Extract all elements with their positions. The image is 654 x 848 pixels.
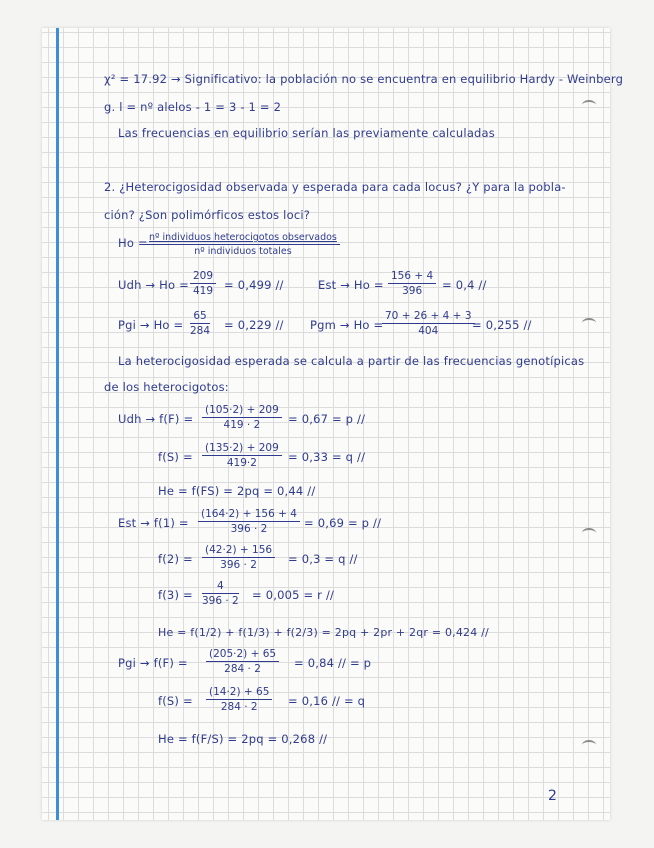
- est-ho-numerator: 156 + 4: [388, 270, 436, 284]
- pgi-fS-numerator: (14·2) + 65: [206, 686, 272, 700]
- pgi-ho-denominator: 284: [190, 325, 211, 337]
- degrees-freedom-line: g. l = nº alelos - 1 = 3 - 1 = 2: [104, 100, 282, 114]
- est-f2-numerator: (42·2) + 156: [202, 544, 275, 558]
- question-2-line-1: 2. ¿Heterocigosidad observada y esperada para cada locus? ¿Y para la pobla-: [104, 180, 566, 194]
- est-f2-result: = 0,3 = q //: [288, 552, 358, 566]
- he-explanation-line-1: La heterocigosidad esperada se calcula a partir de las frecuencias genotípicas: [118, 354, 585, 368]
- binder-hole-mark: [582, 740, 596, 750]
- est-f3-fraction: [202, 580, 239, 607]
- question-2-line-2: ción? ¿Son polimórficos estos loci?: [104, 208, 311, 222]
- pgm-ho-label: Pgm → Ho =: [310, 318, 384, 332]
- udh-ho-result: = 0,499 //: [224, 278, 284, 292]
- est-f1-result: = 0,69 = p //: [304, 516, 382, 530]
- pgi-fS-fraction: [206, 686, 272, 713]
- pgi-ho-numerator: 65: [190, 310, 210, 324]
- binder-hole-mark: [582, 318, 596, 328]
- ho-definition-denominator: nº individuos totales: [194, 246, 292, 257]
- pgi-fS-result: = 0,16 // = q: [288, 694, 366, 708]
- est-f3-result: = 0,005 = r //: [252, 588, 335, 602]
- est-f1-denominator: 396 · 2: [230, 523, 268, 535]
- est-f3-label: f(3) =: [158, 588, 193, 602]
- pgi-fS-label: f(S) =: [158, 694, 193, 708]
- udh-fF-fraction: [202, 404, 282, 431]
- pgi-fF-numerator: (205·2) + 65: [206, 648, 279, 662]
- udh-ho-fraction: [190, 270, 216, 297]
- pgm-ho-fraction: [382, 310, 475, 337]
- udh-fS-denominator: 419·2: [226, 457, 257, 469]
- udh-fF-result: = 0,67 = p //: [288, 412, 366, 426]
- est-f1-label: Est → f(1) =: [118, 516, 189, 530]
- pgi-fF-fraction: [206, 648, 279, 675]
- udh-ho-label: Udh → Ho =: [118, 278, 189, 292]
- pgm-ho-denominator: 404: [418, 325, 439, 337]
- margin-line: [56, 28, 59, 820]
- udh-fS-fraction: [202, 442, 282, 469]
- udh-fF-label: Udh → f(F) =: [118, 412, 194, 426]
- page-number: 2: [548, 788, 557, 804]
- est-f3-numerator: 4: [202, 580, 239, 594]
- pgm-ho-numerator: 70 + 26 + 4 + 3: [382, 310, 475, 324]
- ho-definition-fraction: [146, 232, 340, 257]
- est-ho-denominator: 396: [402, 285, 423, 297]
- est-ho-result: = 0,4 //: [442, 278, 487, 292]
- pgi-ho-label: Pgi → Ho =: [118, 318, 184, 332]
- est-ho-label: Est → Ho =: [318, 278, 384, 292]
- est-f1-numerator: (164·2) + 156 + 4: [198, 508, 300, 522]
- he-explanation-line-2: de los heterocigotos:: [104, 380, 229, 394]
- est-he-line: He = f(1/2) + f(1/3) + f(2/3) = 2pq + 2pr + 2qr = 0,424 //: [158, 626, 489, 639]
- binder-hole-mark: [582, 100, 596, 110]
- udh-fF-denominator: 419 · 2: [223, 419, 261, 431]
- pgi-fF-label: Pgi → f(F) =: [118, 656, 188, 670]
- est-f3-denominator: 396 · 2: [202, 595, 239, 607]
- pgi-ho-fraction: [190, 310, 210, 337]
- udh-fF-numerator: (105·2) + 209: [202, 404, 282, 418]
- udh-fS-label: f(S) =: [158, 450, 193, 464]
- pgi-ho-result: = 0,229 //: [224, 318, 284, 332]
- pgi-he-line: He = f(F/S) = 2pq = 0,268 //: [158, 732, 328, 746]
- udh-he-line: He = f(FS) = 2pq = 0,44 //: [158, 484, 316, 498]
- est-ho-fraction: [388, 270, 436, 297]
- notebook-page: [42, 28, 624, 820]
- udh-ho-numerator: 209: [190, 270, 216, 284]
- pgi-fF-denominator: 284 · 2: [224, 663, 261, 675]
- est-f2-label: f(2) =: [158, 552, 193, 566]
- udh-fS-result: = 0,33 = q //: [288, 450, 366, 464]
- ho-definition-numerator: nº individuos heterocigotos observados: [146, 232, 340, 245]
- udh-fS-numerator: (135·2) + 209: [202, 442, 282, 456]
- pgi-fS-denominator: 284 · 2: [220, 701, 258, 713]
- binder-hole-mark: [582, 528, 596, 538]
- equilibrium-frequencies-line: Las frecuencias en equilibrio serían las previamente calculadas: [118, 126, 496, 140]
- chi-square-line: χ² = 17.92 → Significativo: la población no se encuentra en equilibrio Hardy - Weinberg: [104, 72, 624, 86]
- est-f2-fraction: [202, 544, 275, 571]
- est-f2-denominator: 396 · 2: [220, 559, 257, 571]
- ho-label: Ho =: [118, 236, 148, 250]
- est-f1-fraction: [198, 508, 300, 535]
- pgm-ho-result: = 0,255 //: [472, 318, 532, 332]
- pgi-fF-result: = 0,84 // = p: [294, 656, 372, 670]
- udh-ho-denominator: 419: [193, 285, 214, 297]
